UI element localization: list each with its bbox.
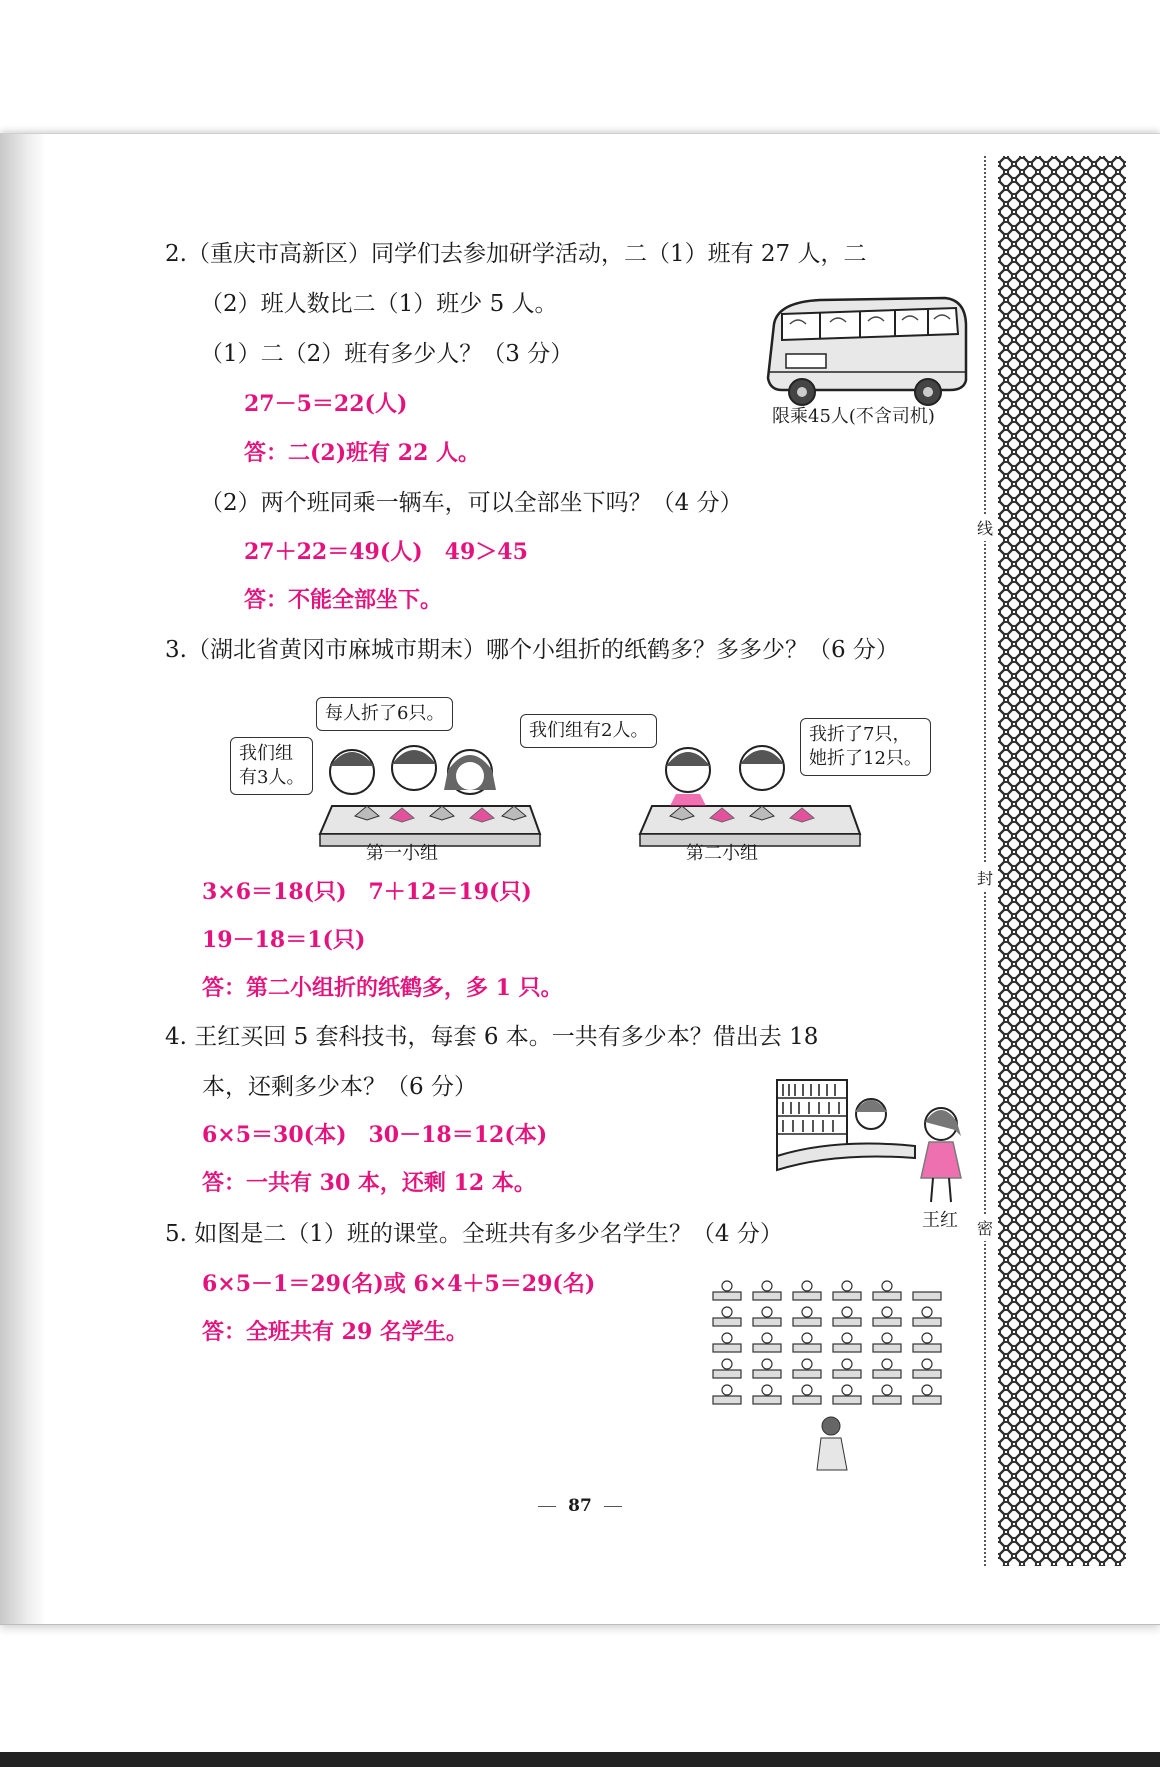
q3-line1: 3.（湖北省黄冈市麻城市期末）哪个小组折的纸鹤多？多多少？（6 分） [165,637,899,663]
q3-answer-calc2: 19－18＝1(只) [202,927,366,953]
student-desk [713,1307,741,1326]
student-desk [713,1333,741,1352]
student-desk [713,1385,741,1404]
q4-answer: 答：一共有 30 本，还剩 12 本。 [202,1170,536,1196]
student-desk [873,1333,901,1352]
q4-answer-calc: 6×5＝30(本) 30－18＝12(本) [202,1122,548,1148]
student-desk [873,1281,901,1300]
student-desk [753,1385,781,1404]
student-desk [913,1359,941,1378]
q4-line2: 本，还剩多少本？（6 分） [202,1074,477,1100]
student-desk [713,1359,741,1378]
student-desk [793,1385,821,1404]
student-desk [913,1307,941,1326]
book-spine-shadow [0,134,46,1624]
q2-line1: 2.（重庆市高新区）同学们去参加研学活动，二（1）班有 27 人，二 [165,241,867,267]
group2-caption: 第二小组 [686,843,758,864]
student-desk [833,1307,861,1326]
student-desk [793,1333,821,1352]
q3-answer: 答：第二小组折的纸鹤多，多 1 只。 [202,975,563,1001]
page-number [0,1496,1160,1516]
student-desk [833,1333,861,1352]
student-desk [713,1281,741,1300]
group1-speech-bubble-count [230,737,313,795]
side-label-xian: 线 [974,514,996,541]
q2-sub2: （2）两个班同乘一辆车，可以全部坐下吗？（4 分） [200,490,743,516]
q3-answer-calc1: 3×6＝18(只) 7＋12＝19(只) [202,879,532,905]
binding-dotted-line [984,156,986,1566]
student-desk [913,1385,941,1404]
student-desk [913,1333,941,1352]
student-desk [833,1359,861,1378]
q5-answer-calc: 6×5－1＝29(名)或 6×4＋5＝29(名) [202,1271,596,1297]
student-desk [833,1385,861,1404]
q5-line1: 5. 如图是二（1）班的课堂。全班共有多少名学生？（4 分） [165,1221,783,1247]
q5-answer: 答：全班共有 29 名学生。 [202,1319,468,1345]
student-desk [873,1359,901,1378]
group1-speech-count-line1: 我们组 [239,743,293,764]
page-number-value: 87 [568,1496,592,1516]
student-desk [753,1307,781,1326]
q2-sub1: （1）二（2）班有多少人？（3 分） [200,341,574,367]
student-desk [793,1307,821,1326]
student-desk [793,1281,821,1300]
student-desk [753,1333,781,1352]
group2-speech-folded-line1: 我折了7只， [809,724,911,745]
bus-illustration [760,294,972,414]
student-desk [873,1307,901,1326]
student-desk [753,1359,781,1378]
q2-line2: （2）班人数比二（1）班少 5 人。 [200,291,558,317]
wang-hong-caption: 王红 [922,1210,958,1231]
group1-speech-count-line2: 有3人。 [239,767,305,788]
library-girl-illustration [775,1074,975,1214]
group1-caption: 第一小组 [366,843,438,864]
side-label-feng: 封 [974,864,996,891]
group2-speech-folded-line2: 她折了12只。 [809,748,922,769]
group1-speech-bubble-each: 每人折了6只。 [316,697,453,731]
student-desk [833,1281,861,1300]
decorative-pattern-strip [998,156,1126,1566]
student-desk [913,1292,941,1300]
q2-sub2-answer-calc: 27＋22＝49(人) 49＞45 [244,539,528,565]
bottom-bar [0,1752,1160,1767]
group2-speech-bubble-count: 我们组有2人。 [520,714,657,748]
bus-caption: 限乘45人(不含司机) [772,406,935,427]
workbook-page [0,133,1160,1625]
student-desk [793,1359,821,1378]
q2-sub1-answer-calc: 27－5＝22(人) [244,391,408,417]
q2-sub2-answer: 答：不能全部坐下。 [244,587,443,613]
q2-sub1-answer: 答：二(2)班有 22 人。 [244,440,481,466]
classroom-illustration [705,1274,965,1474]
q4-line1: 4. 王红买回 5 套科技书，每套 6 本。一共有多少本？借出去 18 [165,1024,819,1050]
student-desk [873,1385,901,1404]
side-label-mi: 密 [974,1214,996,1241]
student-desk [753,1281,781,1300]
group2-speech-bubble-folded [800,718,931,776]
teacher [817,1417,847,1470]
